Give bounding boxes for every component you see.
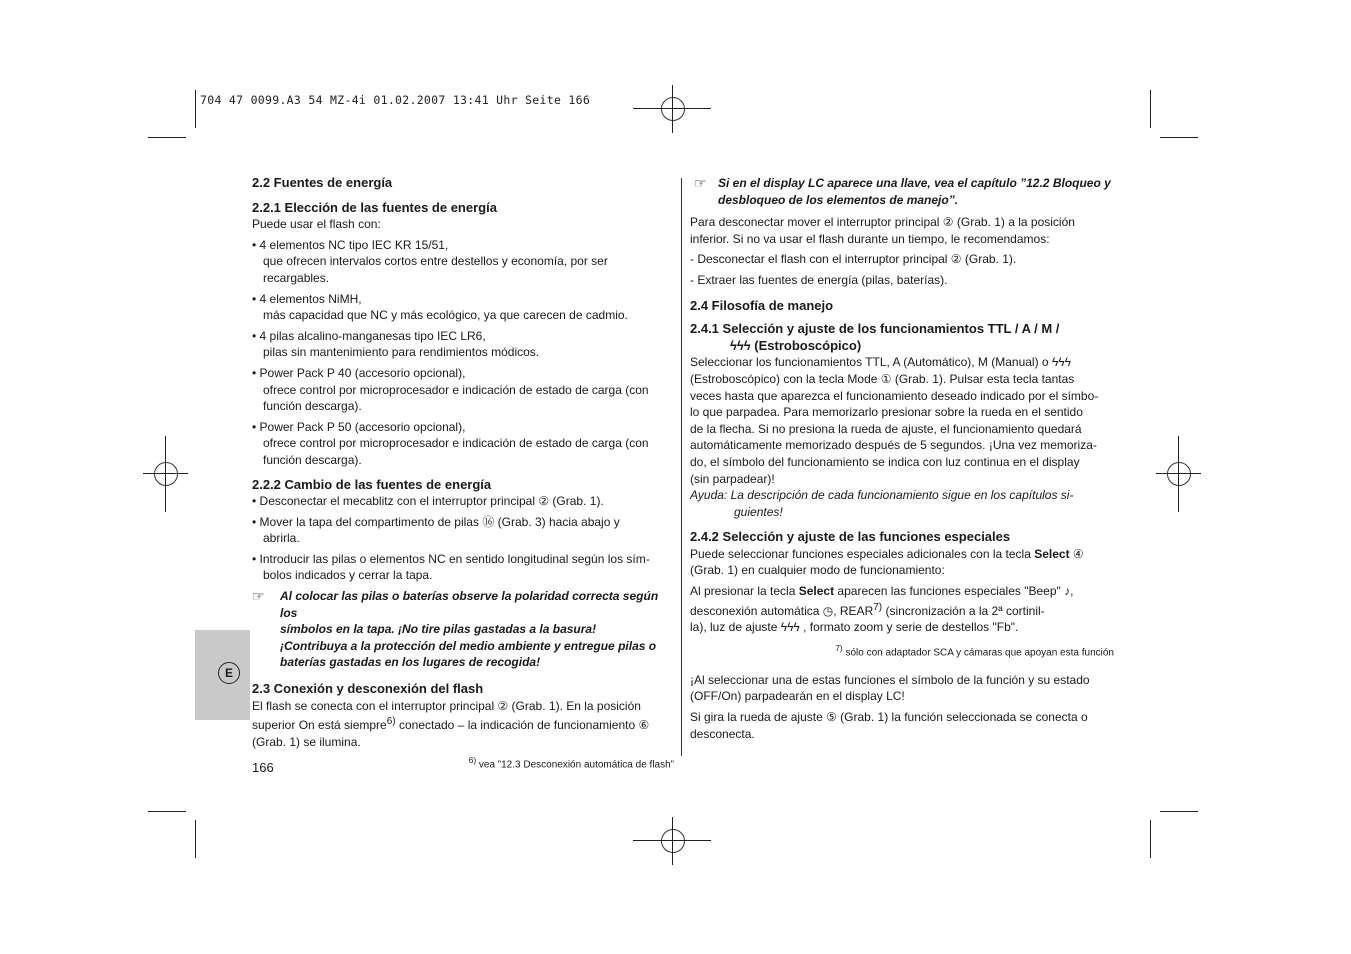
list-item: - Desconectar el flash con el interruptor principal ② (Grab. 1).	[690, 252, 1017, 267]
paragraph: Seleccionar los funcionamientos TTL, A (Automático), M (Manual) o ϟϟϟ	[690, 355, 1071, 370]
crop-mark	[195, 820, 196, 858]
note-line: Si en el display LC aparece una llave, vea el capítulo ”12.2 Bloqueo y	[718, 176, 1111, 190]
registration-line	[165, 436, 166, 512]
note-line: Al colocar las pilas o baterías observe la polaridad correcta según los	[280, 589, 659, 620]
page-number: 166	[252, 760, 274, 775]
list-item: • 4 elementos NC tipo IEC KR 15/51,	[252, 237, 449, 252]
footnote: $^{6)}$ vea ”12.3 Desconexión automática de flash”	[468, 755, 674, 771]
print-slug: 704 47 0099.A3 54 MZ-4i 01.02.2007 13:41 Uhr Seite 166	[200, 93, 591, 107]
paragraph: veces hasta que aparezca el funcionamiento deseado indicado por el símbo-	[690, 388, 1099, 403]
paragraph: Puede seleccionar funciones especiales adicionales con la tecla Select ④	[690, 546, 1084, 561]
paragraph: la), luz de ajuste ϟϟϟ , formato zoom y serie de destellos "Fb".	[690, 620, 1019, 635]
paragraph: lo que parpadea. Para memorizarlo presionar sobre la rueda en el sentido	[690, 405, 1083, 420]
paragraph: (Estroboscópico) con la tecla Mode ① (Grab. 1). Pulsar esta tecla tantas	[690, 371, 1075, 386]
list-item: • 4 pilas alcalino-manganesas tipo IEC LR6,	[252, 328, 486, 343]
paragraph: (sin parpadear)!	[690, 471, 775, 486]
note-line: baterías gastadas en los lugares de recogida!	[280, 655, 541, 670]
paragraph: (Grab. 1) se ilumina.	[252, 734, 361, 749]
registration-mark-right	[1167, 462, 1191, 486]
paragraph: do, el símbolo del funcionamiento se indica con luz continua en el display	[690, 454, 1080, 469]
paragraph: Para desconectar mover el interruptor principal ② (Grab. 1) a la posición	[690, 215, 1075, 230]
crop-mark	[1150, 820, 1151, 858]
paragraph: de la flecha. Si no presiona la rueda de ajuste, el funcionamiento quedará	[690, 421, 1082, 436]
left-column	[252, 175, 674, 774]
crop-mark	[148, 137, 186, 138]
note-line: ¡Contribuya a la protección del medio ambiente y entregue pilas o	[280, 638, 657, 653]
registration-line	[672, 85, 673, 133]
column-divider	[681, 178, 682, 756]
right-column	[690, 175, 1114, 742]
list-item-detail: bolos indicados y cerrar la tapa.	[263, 568, 433, 583]
paragraph: Al presionar la tecla Select aparecen las funciones especiales "Beep" ♪,	[690, 584, 1074, 599]
section-heading: 2.3 Conexión y desconexión del flash	[252, 681, 484, 697]
help-note: guientes!	[734, 504, 783, 519]
note-line: desbloqueo de los elementos de manejo”.	[718, 192, 959, 207]
paragraph: Si gira la rueda de ajuste ⑤ (Grab. 1) la función seleccionada se conecta o	[690, 709, 1088, 724]
hand-pointer-icon: ☞	[694, 175, 707, 191]
list-item-detail: que ofrecen intervalos cortos entre destellos y economía, por ser recargables.	[263, 254, 608, 285]
paragraph: (OFF/On) parpadearán en el display LC!	[690, 689, 905, 704]
help-note: Ayuda: La descripción de cada funcionamiento sigue en los capítulos si-	[690, 488, 1074, 503]
list-item-detail: abrirla.	[263, 531, 300, 546]
paragraph: inferior. Si no va usar el flash durante un tiempo, le recomendamos:	[690, 231, 1050, 246]
list-item: • Introducir las pilas o elementos NC en sentido longitudinal según los sím-	[252, 551, 650, 566]
paragraph: superior On está siempre$^{6)}$ conectado – la indicación de funcionamiento ⑥	[252, 716, 650, 733]
crop-mark	[148, 811, 186, 812]
crop-mark	[195, 90, 196, 128]
list-item: - Extraer las fuentes de energía (pilas, baterías).	[690, 272, 948, 287]
paragraph: desconecta.	[690, 726, 755, 741]
registration-line	[672, 817, 673, 865]
note-line: símbolos en la tapa. ¡No tire pilas gastadas a la basura!	[280, 622, 597, 637]
list-item-detail: pilas sin mantenimiento para rendimientos módicos.	[263, 345, 540, 360]
list-item: • Mover la tapa del compartimento de pilas ⑯ (Grab. 3) hacia abajo y	[252, 514, 620, 529]
list-item-detail: función descarga).	[263, 452, 362, 467]
registration-mark-top	[661, 97, 685, 121]
registration-line	[1178, 436, 1179, 512]
crop-mark	[1160, 137, 1198, 138]
subsection-heading: 2.2.2 Cambio de las fuentes de energía	[252, 476, 492, 492]
paragraph: Puede usar el flash con:	[252, 217, 381, 232]
crop-mark	[1150, 90, 1151, 128]
paragraph: El flash se conecta con el interruptor principal ② (Grab. 1). En la posición	[252, 698, 641, 713]
subsection-heading: 2.4.2 Selección y ajuste de las funciones especiales	[690, 529, 1011, 545]
subsection-heading: ϟϟϟ (Estroboscópico)	[730, 337, 862, 353]
registration-mark-left	[154, 462, 178, 486]
note	[252, 588, 674, 671]
hand-pointer-icon: ☞	[252, 588, 265, 605]
list-item-detail: función descarga).	[263, 399, 362, 414]
list-item-detail: más capacidad que NC y más ecológico, ya que carecen de cadmio.	[263, 308, 628, 323]
paragraph: ¡Al seleccionar una de estas funciones el símbolo de la función y su estado	[690, 672, 1090, 687]
paragraph: desconexión automática ◷, REAR$^{7)}$ (sincronización a la 2ª cortinil-	[690, 601, 1045, 618]
paragraph: automáticamente memorizado después de 5 segundos. ¡Una vez memoriza-	[690, 438, 1097, 453]
list-item: • Power Pack P 50 (accesorio opcional),	[252, 419, 466, 434]
crop-mark	[1160, 811, 1198, 812]
list-item: • Desconectar el mecablitz con el interruptor principal ② (Grab. 1).	[252, 494, 604, 509]
section-heading: 2.4 Filosofía de manejo	[690, 297, 834, 313]
subsection-heading: 2.2.1 Elección de las fuentes de energía	[252, 199, 497, 215]
subsection-heading: 2.4.1 Selección y ajuste de los funcionamientos TTL / A / M /	[690, 321, 1060, 337]
list-item: • 4 elementos NiMH,	[252, 291, 362, 306]
language-badge: E	[218, 662, 240, 684]
paragraph: (Grab. 1) en cualquier modo de funcionamiento:	[690, 563, 945, 578]
list-item-detail: ofrece control por microprocesador e indicación de estado de carga (con	[263, 382, 649, 397]
footnote: $^{7)}$ sólo con adaptador SCA y cámaras que apoyan esta función	[835, 642, 1114, 659]
list-item-detail: ofrece control por microprocesador e indicación de estado de carga (con	[263, 436, 649, 451]
note	[690, 175, 1114, 208]
section-heading: 2.2 Fuentes de energía	[252, 175, 393, 190]
list-item: • Power Pack P 40 (accesorio opcional),	[252, 365, 466, 380]
registration-mark-bottom	[661, 829, 685, 853]
